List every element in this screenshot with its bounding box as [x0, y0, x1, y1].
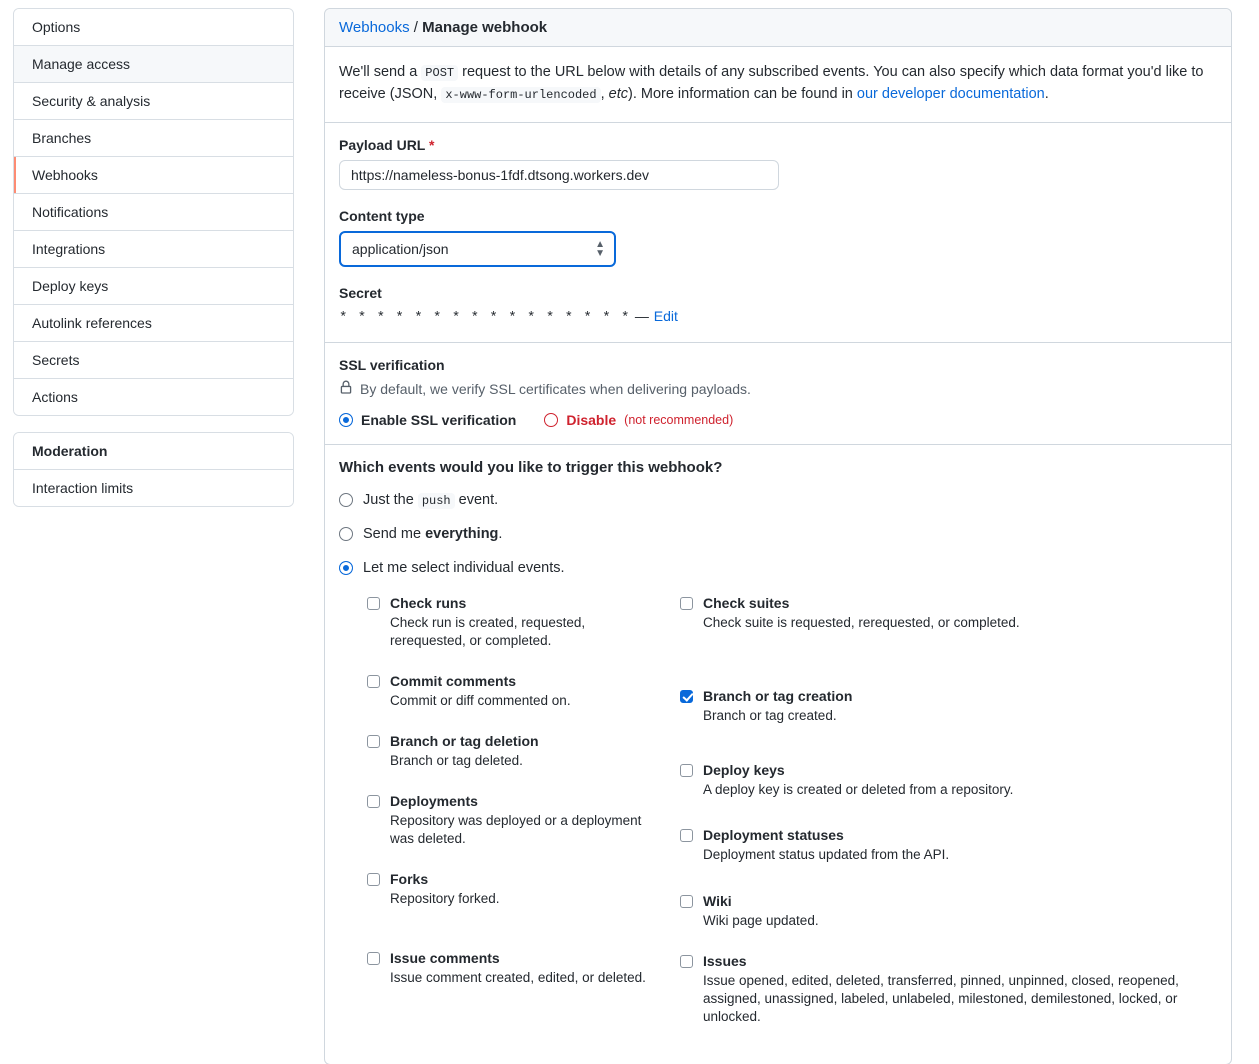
- event-item-deployments[interactable]: [367, 792, 680, 848]
- forks-checkbox[interactable]: [367, 873, 380, 886]
- event-item-commit-comments[interactable]: [367, 672, 680, 710]
- sidebar-item-label: Actions: [32, 389, 78, 405]
- ssl-hint-text: By default, we verify SSL certificates when delivering payloads.: [360, 380, 751, 397]
- event-description: A deploy key is created or deleted from a repository.: [703, 781, 1014, 797]
- trigger-individual-radio[interactable]: [339, 561, 353, 575]
- ssl-hint-row: [339, 380, 1217, 398]
- event-description: Check suite is requested, rerequested, or completed.: [703, 614, 1020, 630]
- event-description: Branch or tag deleted.: [390, 752, 523, 768]
- webhook-settings-section: [325, 123, 1231, 343]
- branch-or-tag-creation-checkbox[interactable]: [680, 690, 693, 703]
- event-name: Forks: [390, 870, 429, 887]
- sidebar-item-manage-access[interactable]: [14, 46, 293, 83]
- event-name: Check suites: [703, 594, 790, 611]
- required-marker: *: [429, 136, 435, 153]
- settings-sidebar: [13, 8, 294, 523]
- sort-vertical-icon: ▲ ▼: [595, 238, 605, 259]
- sidebar-item-options[interactable]: [14, 9, 293, 46]
- sidebar-item-label: Notifications: [32, 204, 109, 220]
- intro-part5: .: [1044, 86, 1049, 103]
- ssl-enable-option[interactable]: [339, 412, 516, 428]
- intro-code-post: POST: [421, 65, 458, 81]
- intro-section: [325, 47, 1231, 123]
- trigger-option-individual[interactable]: [339, 560, 1217, 576]
- event-column-left: [367, 594, 680, 1048]
- trigger-everything-label: Send me everything.: [363, 525, 503, 542]
- issues-checkbox[interactable]: [680, 955, 693, 968]
- trigger-option-push[interactable]: [339, 492, 1217, 508]
- secret-label: Secret: [339, 284, 382, 301]
- intro-code-urlencoded: x-www-form-urlencoded: [441, 87, 600, 103]
- commit-comments-checkbox[interactable]: [367, 675, 380, 688]
- events-section: [325, 445, 1231, 1064]
- event-item-issues[interactable]: [680, 952, 1217, 1026]
- event-item-check-suites[interactable]: [680, 594, 1217, 632]
- check-suites-checkbox[interactable]: [680, 597, 693, 610]
- sidebar-item-label: Deploy keys: [32, 278, 109, 294]
- sidebar-item-label: Options: [32, 19, 81, 35]
- breadcrumb: [325, 9, 1231, 47]
- deployments-checkbox[interactable]: [367, 795, 380, 808]
- trigger-everything-bold: everything: [425, 525, 499, 542]
- payload-url-label-text: Payload URL: [339, 136, 426, 153]
- sidebar-item-integrations[interactable]: [14, 231, 293, 268]
- events-question: Which events would you like to trigger this webhook?: [339, 458, 723, 476]
- sidebar-item-webhooks[interactable]: [14, 157, 293, 194]
- event-description: Repository was deployed or a deployment was deleted.: [390, 812, 642, 846]
- sidebar-item-label: Integrations: [32, 241, 106, 257]
- payload-url-input[interactable]: [339, 160, 779, 190]
- sidebar-item-secrets[interactable]: [14, 342, 293, 379]
- sidebar-item-deploy-keys[interactable]: [14, 268, 293, 305]
- event-name: Issue comments: [390, 949, 500, 966]
- event-item-wiki[interactable]: [680, 892, 1217, 930]
- event-checkbox-grid: [339, 594, 1217, 1048]
- check-runs-checkbox[interactable]: [367, 597, 380, 610]
- event-column-right: [680, 594, 1217, 1048]
- ssl-disable-radio[interactable]: [544, 413, 558, 427]
- intro-part1: We'll send a: [339, 64, 422, 80]
- content-type-selected-value: application/json: [352, 240, 449, 257]
- sidebar-item-label: Secrets: [32, 352, 80, 368]
- manage-webhook-panel: [324, 8, 1232, 1064]
- breadcrumb-current: Manage webhook: [422, 19, 548, 36]
- content-type-label: Content type: [339, 207, 425, 224]
- issue-comments-checkbox[interactable]: [367, 952, 380, 965]
- event-description: Wiki page updated.: [703, 912, 819, 928]
- event-description: Check run is created, requested, rerequested, or completed.: [390, 614, 586, 648]
- secret-masked-value: * * * * * * * * * * * * * * * *: [339, 309, 631, 326]
- event-name: Deployment statuses: [703, 826, 844, 843]
- secret-dash: —: [634, 307, 650, 324]
- event-item-deploy-keys[interactable]: [680, 761, 1217, 799]
- trigger-option-everything[interactable]: [339, 526, 1217, 542]
- sidebar-item-actions[interactable]: [14, 379, 293, 415]
- event-name: Wiki: [703, 892, 732, 909]
- intro-text: [339, 61, 1217, 106]
- event-description: Repository forked.: [390, 890, 500, 906]
- sidebar-item-autolink-references[interactable]: [14, 305, 293, 342]
- lock-icon: [339, 380, 353, 398]
- event-item-check-runs[interactable]: [367, 594, 680, 650]
- trigger-individual-label: Let me select individual events.: [363, 559, 565, 576]
- secret-edit-link[interactable]: Edit: [653, 307, 678, 324]
- ssl-verification-section: [325, 343, 1231, 445]
- event-description: Issue comment created, edited, or deleted.: [390, 969, 646, 985]
- payload-url-label: [339, 137, 1217, 153]
- ssl-enable-radio[interactable]: [339, 413, 353, 427]
- ssl-title: SSL verification: [339, 356, 445, 373]
- event-name: Deploy keys: [703, 761, 785, 778]
- event-name: Issues: [703, 952, 747, 969]
- event-name: Branch or tag deletion: [390, 732, 539, 749]
- sidebar-group-header-moderation: Moderation: [14, 433, 293, 470]
- ssl-enable-label: Enable SSL verification: [361, 411, 517, 428]
- wiki-checkbox[interactable]: [680, 895, 693, 908]
- sidebar-item-security-analysis[interactable]: [14, 83, 293, 120]
- developer-documentation-link[interactable]: our developer documentation: [856, 86, 1045, 103]
- sidebar-group-main: [13, 8, 294, 416]
- intro-part2: request to the URL below with details of any subscribed events. You can also specify which data format you'd like to receive (JSON,: [339, 64, 1204, 103]
- event-item-branch-or-tag-deletion[interactable]: [367, 732, 680, 770]
- event-name: Commit comments: [390, 672, 517, 689]
- sidebar-item-label: Webhooks: [32, 167, 98, 183]
- deploy-keys-checkbox[interactable]: [680, 764, 693, 777]
- intro-part3: ,: [600, 86, 609, 103]
- event-item-deployment-statuses[interactable]: [680, 826, 1217, 864]
- sidebar-group-moderation: [13, 432, 294, 507]
- secret-value-row: [339, 308, 1217, 326]
- push-event-code: push: [418, 493, 455, 509]
- trigger-push-radio[interactable]: [339, 493, 353, 507]
- event-name: Check runs: [390, 594, 467, 611]
- sidebar-item-label: Interaction limits: [32, 480, 134, 496]
- ssl-radio-group: [339, 412, 1217, 428]
- event-description: Issue opened, edited, deleted, transferred, pinned, unpinned, closed, reopened, assigned, unassigned, labeled, unlabeled, milestoned, demilestoned, locked, or unlocked.: [703, 972, 1179, 1024]
- sidebar-item-branches[interactable]: [14, 120, 293, 157]
- event-description: Branch or tag created.: [703, 707, 837, 723]
- sidebar-item-notifications[interactable]: [14, 194, 293, 231]
- sidebar-item-label: Branches: [32, 130, 92, 146]
- breadcrumb-webhooks-link[interactable]: Webhooks: [339, 19, 410, 36]
- intro-italic-etc: etc: [608, 86, 628, 103]
- ssl-disable-label: Disable: [566, 411, 617, 428]
- branch-or-tag-deletion-checkbox[interactable]: [367, 735, 380, 748]
- sidebar-item-interaction-limits[interactable]: [14, 470, 293, 506]
- event-description: Commit or diff commented on.: [390, 692, 571, 708]
- breadcrumb-separator: /: [413, 19, 418, 36]
- event-name: Deployments: [390, 792, 478, 809]
- trigger-everything-radio[interactable]: [339, 527, 353, 541]
- ssl-disable-option[interactable]: [544, 412, 733, 428]
- sidebar-item-label: Manage access: [32, 56, 131, 72]
- intro-part4: ). More information can be found in: [627, 86, 857, 103]
- sidebar-item-label: Autolink references: [32, 315, 152, 331]
- event-item-issue-comments[interactable]: [367, 949, 680, 987]
- trigger-push-label: Just the push event.: [363, 491, 499, 508]
- content-type-select-wrap: [339, 231, 616, 267]
- event-item-branch-or-tag-creation[interactable]: [680, 687, 1217, 725]
- event-item-forks[interactable]: [367, 870, 680, 908]
- sidebar-item-label: Security & analysis: [32, 93, 151, 109]
- ssl-disable-note: (not recommended): [624, 412, 734, 427]
- event-description: Deployment status updated from the API.: [703, 846, 950, 862]
- content-type-select[interactable]: [339, 231, 616, 267]
- event-name: Branch or tag creation: [703, 687, 853, 704]
- deployment-statuses-checkbox[interactable]: [680, 829, 693, 842]
